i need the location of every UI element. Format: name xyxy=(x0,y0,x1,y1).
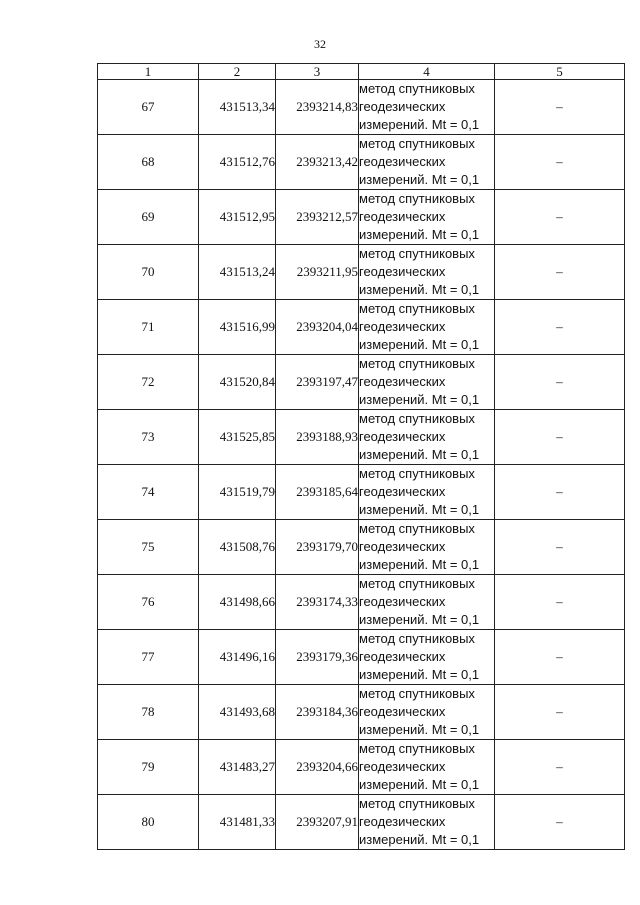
y-coordinate-cell: 2393214,83 xyxy=(276,80,359,135)
column-header: 2 xyxy=(199,64,276,80)
note-cell: – xyxy=(495,575,625,630)
method-line: метод спутниковых xyxy=(359,576,475,591)
method-cell xyxy=(359,465,495,520)
table-row xyxy=(98,465,625,520)
point-number-cell: 68 xyxy=(98,135,199,190)
x-coordinate-cell: 431483,27 xyxy=(199,740,276,795)
method-cell xyxy=(359,300,495,355)
method-cell xyxy=(359,245,495,300)
x-coordinate-cell: 431513,24 xyxy=(199,245,276,300)
table-row xyxy=(98,520,625,575)
coordinates-table xyxy=(97,63,625,850)
x-coordinate-cell: 431525,85 xyxy=(199,410,276,465)
x-coordinate-cell: 431520,84 xyxy=(199,355,276,410)
method-line: метод спутниковых xyxy=(359,631,475,646)
table-body xyxy=(98,64,625,850)
method-line: измерений. Mt = 0,1 xyxy=(359,117,480,132)
y-coordinate-cell: 2393212,57 xyxy=(276,190,359,245)
method-line: измерений. Mt = 0,1 xyxy=(359,612,480,627)
method-line: геодезических xyxy=(359,814,446,829)
method-cell xyxy=(359,685,495,740)
method-line: геодезических xyxy=(359,209,446,224)
point-number-cell: 72 xyxy=(98,355,199,410)
note-cell: – xyxy=(495,245,625,300)
x-coordinate-cell: 431512,95 xyxy=(199,190,276,245)
x-coordinate-cell: 431481,33 xyxy=(199,795,276,850)
table-row xyxy=(98,190,625,245)
note-cell: – xyxy=(495,355,625,410)
column-header: 5 xyxy=(495,64,625,80)
method-line: геодезических xyxy=(359,154,446,169)
method-line: геодезических xyxy=(359,264,446,279)
method-line: измерений. Mt = 0,1 xyxy=(359,337,480,352)
point-number-cell: 80 xyxy=(98,795,199,850)
y-coordinate-cell: 2393179,36 xyxy=(276,630,359,685)
method-line: геодезических xyxy=(359,704,446,719)
method-line: измерений. Mt = 0,1 xyxy=(359,557,480,572)
method-line: метод спутниковых xyxy=(359,81,475,96)
x-coordinate-cell: 431513,34 xyxy=(199,80,276,135)
table-row xyxy=(98,410,625,465)
method-cell xyxy=(359,520,495,575)
point-number-cell: 76 xyxy=(98,575,199,630)
method-line: измерений. Mt = 0,1 xyxy=(359,502,480,517)
note-cell: – xyxy=(495,300,625,355)
y-coordinate-cell: 2393204,04 xyxy=(276,300,359,355)
x-coordinate-cell: 431519,79 xyxy=(199,465,276,520)
method-line: геодезических xyxy=(359,594,446,609)
method-line: геодезических xyxy=(359,649,446,664)
method-line: измерений. Mt = 0,1 xyxy=(359,667,480,682)
point-number-cell: 77 xyxy=(98,630,199,685)
column-header: 4 xyxy=(359,64,495,80)
table-row xyxy=(98,355,625,410)
method-line: метод спутниковых xyxy=(359,466,475,481)
note-cell: – xyxy=(495,520,625,575)
point-number-cell: 73 xyxy=(98,410,199,465)
y-coordinate-cell: 2393211,95 xyxy=(276,245,359,300)
x-coordinate-cell: 431498,66 xyxy=(199,575,276,630)
method-line: геодезических xyxy=(359,429,446,444)
y-coordinate-cell: 2393184,36 xyxy=(276,685,359,740)
point-number-cell: 67 xyxy=(98,80,199,135)
column-header: 3 xyxy=(276,64,359,80)
table-row xyxy=(98,245,625,300)
method-line: метод спутниковых xyxy=(359,301,475,316)
note-cell: – xyxy=(495,740,625,795)
y-coordinate-cell: 2393185,64 xyxy=(276,465,359,520)
method-line: измерений. Mt = 0,1 xyxy=(359,282,480,297)
note-cell: – xyxy=(495,80,625,135)
method-line: геодезических xyxy=(359,374,446,389)
point-number-cell: 71 xyxy=(98,300,199,355)
method-line: метод спутниковых xyxy=(359,521,475,536)
y-coordinate-cell: 2393179,70 xyxy=(276,520,359,575)
x-coordinate-cell: 431496,16 xyxy=(199,630,276,685)
x-coordinate-cell: 431512,76 xyxy=(199,135,276,190)
method-line: метод спутниковых xyxy=(359,356,475,371)
method-line: геодезических xyxy=(359,319,446,334)
y-coordinate-cell: 2393204,66 xyxy=(276,740,359,795)
method-line: измерений. Mt = 0,1 xyxy=(359,447,480,462)
y-coordinate-cell: 2393197,47 xyxy=(276,355,359,410)
method-cell xyxy=(359,80,495,135)
y-coordinate-cell: 2393207,91 xyxy=(276,795,359,850)
method-cell xyxy=(359,190,495,245)
note-cell: – xyxy=(495,795,625,850)
table-row xyxy=(98,795,625,850)
method-cell xyxy=(359,630,495,685)
method-line: геодезических xyxy=(359,99,446,114)
y-coordinate-cell: 2393174,33 xyxy=(276,575,359,630)
method-line: метод спутниковых xyxy=(359,136,475,151)
method-line: измерений. Mt = 0,1 xyxy=(359,227,480,242)
table-row xyxy=(98,740,625,795)
table-row xyxy=(98,135,625,190)
x-coordinate-cell: 431516,99 xyxy=(199,300,276,355)
method-line: измерений. Mt = 0,1 xyxy=(359,392,480,407)
method-line: метод спутниковых xyxy=(359,411,475,426)
table-row xyxy=(98,685,625,740)
method-cell xyxy=(359,135,495,190)
table-row xyxy=(98,80,625,135)
method-line: измерений. Mt = 0,1 xyxy=(359,722,480,737)
note-cell: – xyxy=(495,190,625,245)
method-line: метод спутниковых xyxy=(359,741,475,756)
method-cell xyxy=(359,355,495,410)
method-line: геодезических xyxy=(359,484,446,499)
y-coordinate-cell: 2393213,42 xyxy=(276,135,359,190)
note-cell: – xyxy=(495,135,625,190)
method-cell xyxy=(359,575,495,630)
method-line: измерений. Mt = 0,1 xyxy=(359,832,480,847)
method-line: метод спутниковых xyxy=(359,246,475,261)
point-number-cell: 74 xyxy=(98,465,199,520)
method-cell xyxy=(359,795,495,850)
point-number-cell: 78 xyxy=(98,685,199,740)
column-header: 1 xyxy=(98,64,199,80)
method-line: метод спутниковых xyxy=(359,796,475,811)
method-line: геодезических xyxy=(359,759,446,774)
table-row xyxy=(98,630,625,685)
table-row xyxy=(98,300,625,355)
method-line: измерений. Mt = 0,1 xyxy=(359,777,480,792)
method-line: геодезических xyxy=(359,539,446,554)
method-line: метод спутниковых xyxy=(359,191,475,206)
method-cell xyxy=(359,740,495,795)
y-coordinate-cell: 2393188,93 xyxy=(276,410,359,465)
note-cell: – xyxy=(495,410,625,465)
method-cell xyxy=(359,410,495,465)
x-coordinate-cell: 431493,68 xyxy=(199,685,276,740)
method-line: метод спутниковых xyxy=(359,686,475,701)
point-number-cell: 69 xyxy=(98,190,199,245)
x-coordinate-cell: 431508,76 xyxy=(199,520,276,575)
table-row xyxy=(98,575,625,630)
point-number-cell: 79 xyxy=(98,740,199,795)
point-number-cell: 70 xyxy=(98,245,199,300)
note-cell: – xyxy=(495,685,625,740)
header-row xyxy=(98,64,625,80)
method-line: измерений. Mt = 0,1 xyxy=(359,172,480,187)
point-number-cell: 75 xyxy=(98,520,199,575)
note-cell: – xyxy=(495,465,625,520)
note-cell: – xyxy=(495,630,625,685)
page-number: 32 xyxy=(314,37,326,51)
